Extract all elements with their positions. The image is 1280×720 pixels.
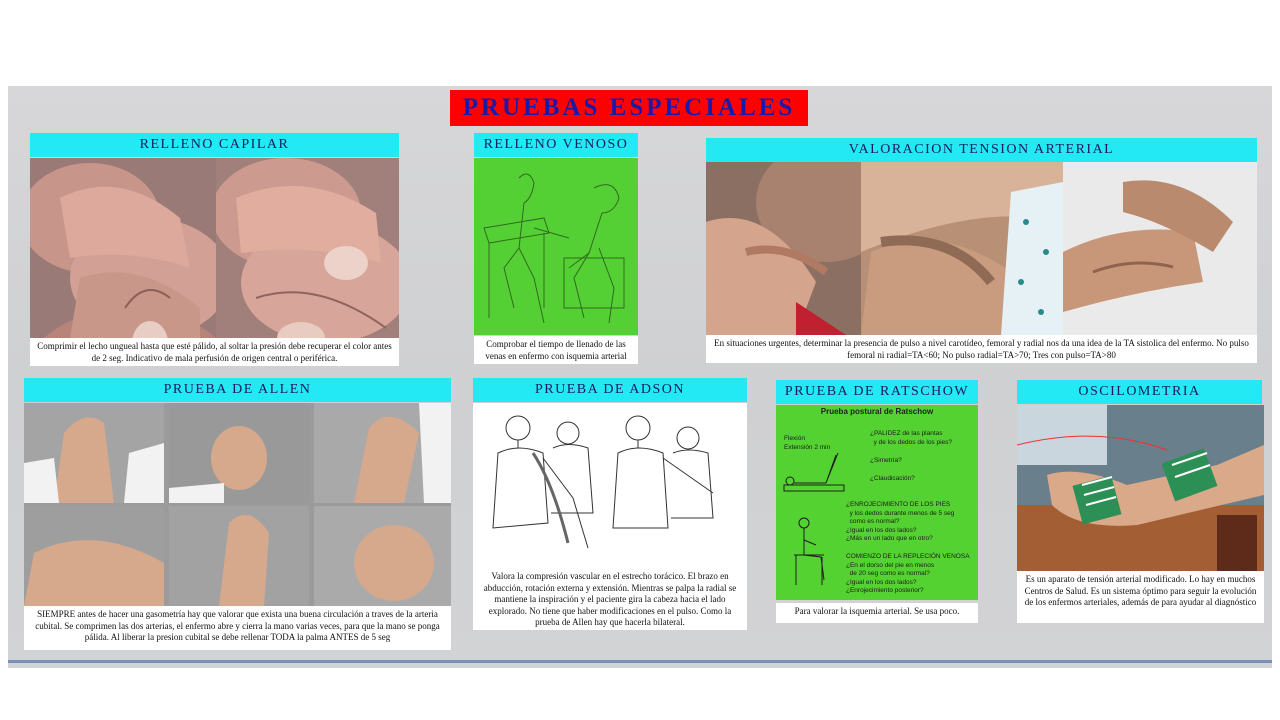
page-title: PRUEBAS ESPECIALES [450, 90, 808, 126]
relleno-venoso-header: RELLENO VENOSO [474, 133, 638, 157]
allen-test-photos [24, 403, 451, 606]
oscillometry-photo [1017, 405, 1264, 571]
ratschow-posture-drawings [776, 405, 978, 600]
ratschow-question-claudication: ¿Claudicación? [870, 475, 915, 482]
tension-arterial-caption: En situaciones urgentes, determinar la presencia de pulso a nivel carotídeo, femoral y radial nos da una idea de la TA sistolica del enfermo. No pulso femoral ni radial=TA<60; No pulso radial=TA>70; Tres con pulso=TA>80 [706, 335, 1257, 363]
adson-caption: Valora la compresión vascular en el estrecho torácico. El brazo en abducción, rotación externa y extensión. Mientras se palpa la radial se mantiene la inspiración y el paciente gira la cabeza hacia el lado explorado. No tiene que haber modificaciones en el pulso. Como la prueba de Allen hay que hacerla bilateral. [473, 568, 747, 630]
ratschow-flexion-label: Flexión Extensión 2 min [784, 435, 831, 451]
tension-arterial-header: VALORACION TENSION ARTERIAL [706, 138, 1257, 162]
venous-refill-illustration [474, 158, 638, 335]
capillary-refill-photo-1 [30, 158, 216, 338]
ratschow-header: PRUEBA DE RATSCHOW [776, 380, 978, 404]
bottom-divider [8, 660, 1272, 663]
ratschow-caption: Para valorar la isquemia arterial. Se usa poco. [776, 603, 978, 623]
ratschow-question-symmetry: ¿Simetría? [870, 457, 902, 464]
allen-caption: SIEMPRE antes de hacer una gasometría hay que valorar que exista una buena circulación a traves de la arteria cubital. Se comprimen las dos arterias, el enfermo abre y cierra la mano varias veces, para que la mano se ponga pálida. Al liberar la presion cubital se debe rellenar TODA la palma ANTES de 5 seg [24, 606, 451, 650]
carotid-pulse-photo [706, 162, 861, 335]
adson-illustration [473, 403, 747, 568]
ratschow-question-venous: COMIENZO DE LA REPLECIÓN VENOSA ¿En el dorso del pie en menos de 20 seg como es normal? ¿Igual en los dos lados? ¿Enrojecimiento posterior? [846, 553, 970, 594]
ratschow-figure [776, 405, 978, 600]
femoral-pulse-photo [861, 162, 1063, 335]
oscilometria-caption: Es un aparato de tensión arterial modificado. Lo hay en muchos Centros de Salud. Es un sistema óptimo para seguir la evolución de los enfermos arteriales, además de para ayudar al diagnóstico [1017, 571, 1264, 623]
relleno-capilar-header: RELLENO CAPILAR [30, 133, 399, 157]
ratschow-figure-heading: Prueba postural de Ratschow [820, 407, 934, 416]
oscilometria-header: OSCILOMETRIA [1017, 380, 1262, 404]
relleno-capilar-caption: Comprimir el lecho ungueal hasta que esté pálido, al soltar la presión debe recuperar el color antes de 2 seg. Indicativo de mala perfusión de origen central o periférica. [30, 338, 399, 366]
capillary-refill-photo-2 [216, 158, 399, 338]
ratschow-question-redness: ¿ENROJECIMIENTO DE LOS PIES y los dedos durante menos de 5 seg como es normal? ¿Igual en los dos lados? ¿Más en un lado que en otro? [846, 501, 955, 542]
allen-header: PRUEBA DE ALLEN [24, 378, 451, 402]
relleno-venoso-caption: Comprobar el tiempo de llenado de las venas en enfermo con isquemia arterial [474, 336, 638, 364]
radial-pulse-photo [1063, 162, 1257, 335]
adson-header: PRUEBA DE ADSON [473, 378, 747, 402]
ratschow-question-pallor: ¿PALIDEZ de las plantas y de los dedos de los pies? [870, 430, 953, 446]
